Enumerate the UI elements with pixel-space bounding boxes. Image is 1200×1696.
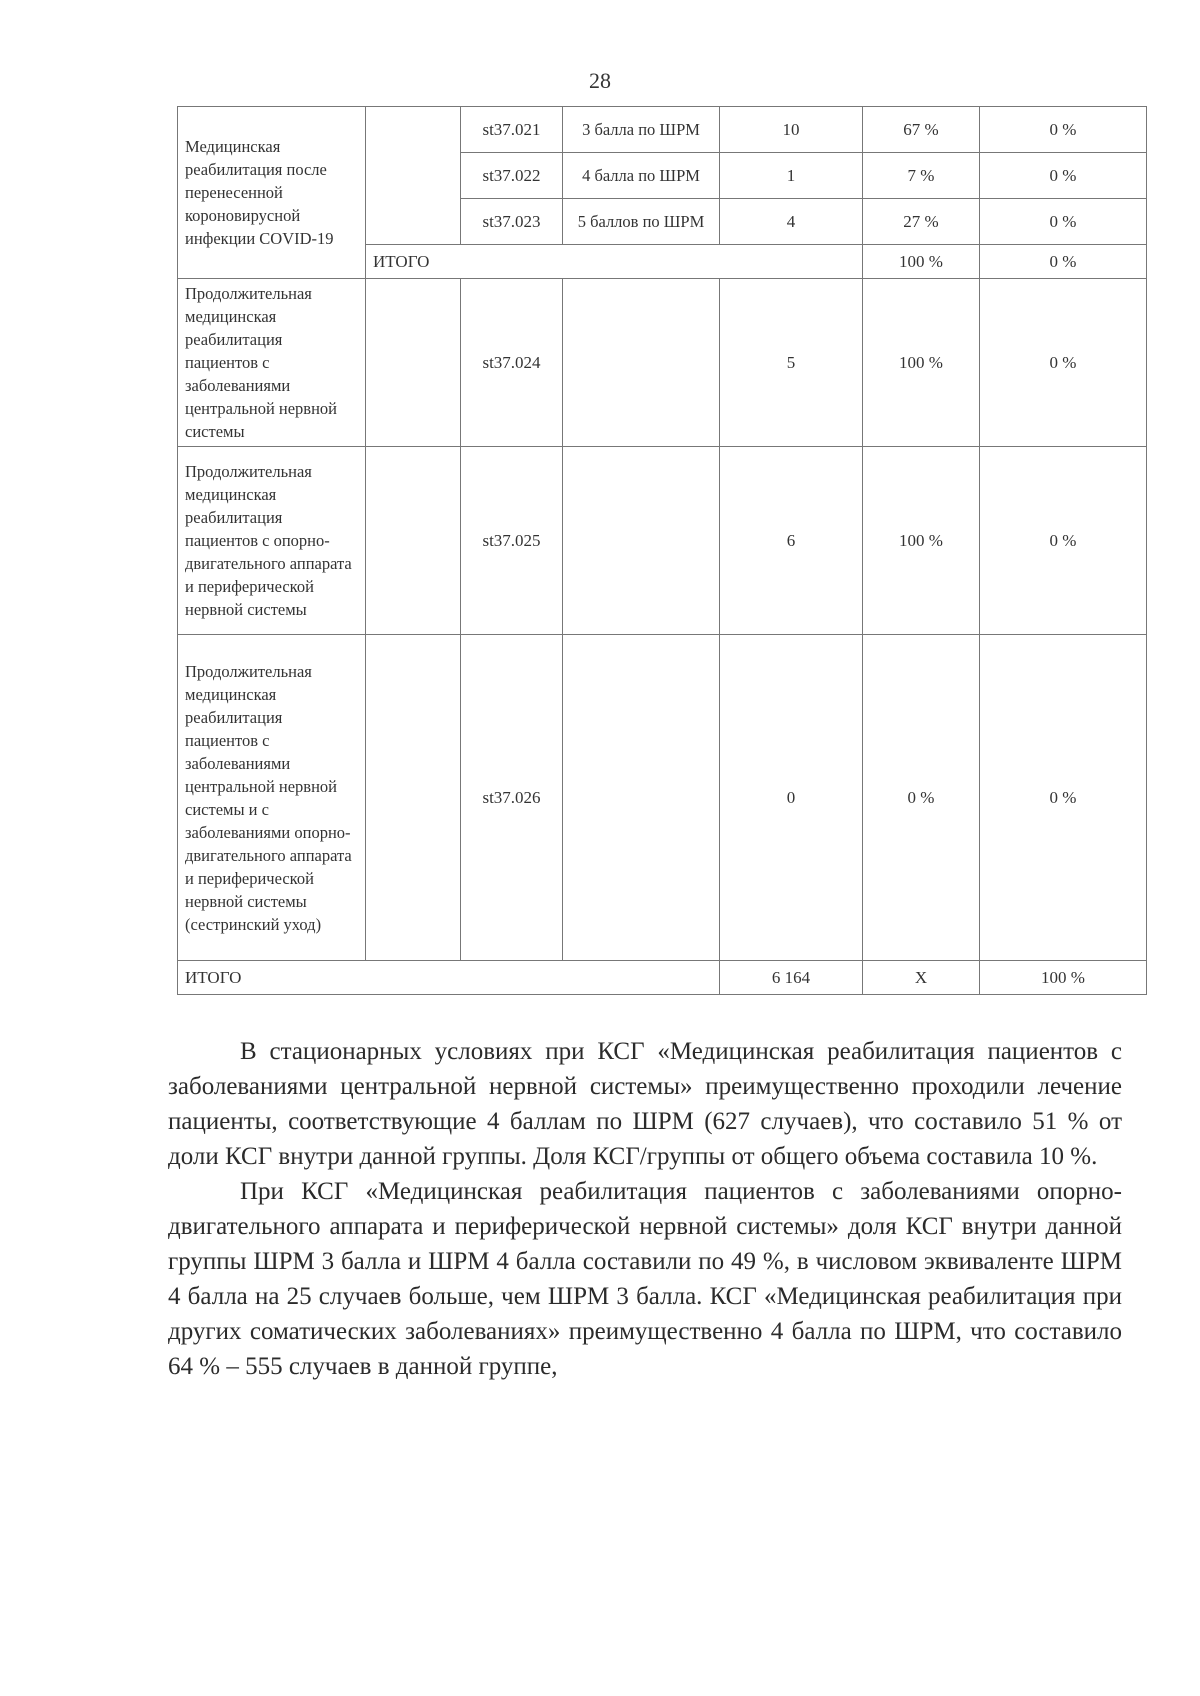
ksg-code: st37.025	[461, 447, 563, 635]
total-share: 0 %	[980, 447, 1147, 635]
table-row	[178, 107, 1147, 153]
group-share: 100 %	[863, 279, 980, 447]
total-share: 0 %	[980, 153, 1147, 199]
case-count: 4	[720, 199, 863, 245]
total-share: 0 %	[980, 107, 1147, 153]
empty-cell	[563, 447, 720, 635]
paragraph: При КСГ «Медицинская реабилитация пациентов с заболеваниями опорно-двигательного аппарата и периферической нервной системы» доля КСГ внутри данной группы ШРМ 3 балла и ШРМ 4 балла составили по 49 %, в числовом эквиваленте ШРМ 4 балла на 25 случаев больше, чем ШРМ 3 балла. КСГ «Медицинская реабилитация при других соматических заболеваниях» преимущественно 4 балла по ШРМ, что составило 64 % – 555 случаев в данной группе,	[168, 1178, 1122, 1380]
ksg-code: st37.023	[461, 199, 563, 245]
group-share: 27 %	[863, 199, 980, 245]
rehabilitation-table	[177, 106, 1147, 995]
covid-group-name: Медицинская реабилитация после перенесенной короновирусной инфекции COVID-19	[178, 107, 366, 279]
case-count: 10	[720, 107, 863, 153]
body-text	[168, 1034, 1122, 1384]
score-label: 3 балла по ШРМ	[563, 107, 720, 153]
score-label: 5 баллов по ШРМ	[563, 199, 720, 245]
group-share: 67 %	[863, 107, 980, 153]
ksg-code: st37.024	[461, 279, 563, 447]
paragraph: В стационарных условиях при КСГ «Медицинская реабилитация пациентов с заболеваниями центральной нервной системы» преимущественно проходили лечение пациенты, соответствующие 4 баллам по ШРМ (627 случаев), что составило 51 % от доли КСГ внутри данной группы. Доля КСГ/группы от общего объема составила 10 %.	[168, 1038, 1122, 1170]
group-share: 100 %	[863, 447, 980, 635]
case-count: 1	[720, 153, 863, 199]
empty-cell	[366, 635, 461, 961]
grand-total-count: 6 164	[720, 961, 863, 995]
ksg-code: st37.021	[461, 107, 563, 153]
grand-total-row	[178, 961, 1147, 995]
page-number: 28	[589, 68, 611, 93]
group-share: 7 %	[863, 153, 980, 199]
case-count: 0	[720, 635, 863, 961]
grand-total-total-share: 100 %	[980, 961, 1147, 995]
ksg-name: Продолжительная медицинская реабилитация пациентов с заболеваниями центральной нервной системы и с заболеваниями опорно-двигательного аппарата и периферической нервной системы (сестринский уход)	[178, 635, 366, 961]
ksg-code: st37.022	[461, 153, 563, 199]
empty-cell	[366, 107, 461, 245]
ksg-name: Продолжительная медицинская реабилитация пациентов с заболеваниями центральной нервной системы	[178, 279, 366, 447]
total-share: 0 %	[980, 279, 1147, 447]
empty-cell	[366, 279, 461, 447]
subtotal-label: ИТОГО	[366, 245, 863, 279]
group-share: 0 %	[863, 635, 980, 961]
total-share: 0 %	[980, 635, 1147, 961]
grand-total-share: Х	[863, 961, 980, 995]
subtotal-share: 100 %	[863, 245, 980, 279]
table-row	[178, 447, 1147, 635]
score-label: 4 балла по ШРМ	[563, 153, 720, 199]
table-row	[178, 635, 1147, 961]
ksg-name: Продолжительная медицинская реабилитация пациентов с опорно-двигательного аппарата и периферической нервной системы	[178, 447, 366, 635]
empty-cell	[366, 447, 461, 635]
subtotal-total-share: 0 %	[980, 245, 1147, 279]
table-row	[178, 279, 1147, 447]
ksg-code: st37.026	[461, 635, 563, 961]
empty-cell	[563, 279, 720, 447]
grand-total-label: ИТОГО	[178, 961, 720, 995]
empty-cell	[563, 635, 720, 961]
case-count: 5	[720, 279, 863, 447]
case-count: 6	[720, 447, 863, 635]
total-share: 0 %	[980, 199, 1147, 245]
